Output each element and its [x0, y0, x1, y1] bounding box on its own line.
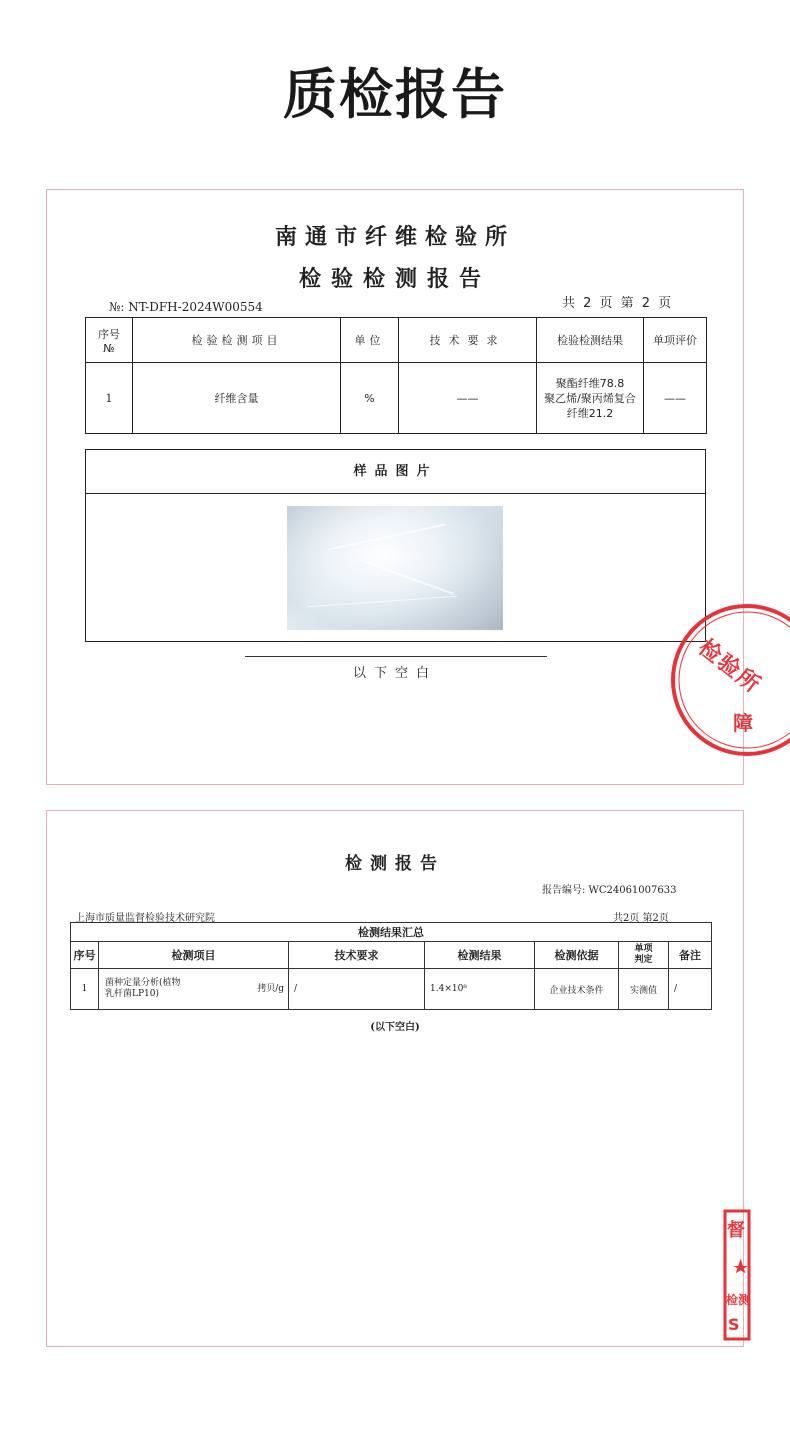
header-cell: 检验检测项目: [133, 318, 341, 363]
cell-judgement: 实测值: [619, 969, 669, 1010]
report2-results-table: [70, 922, 712, 1010]
header-cell: 检测依据: [535, 942, 619, 969]
cell-basis: 企业技术条件: [535, 969, 619, 1010]
stamp-text-bottom: 障: [733, 711, 753, 735]
cell-remark: /: [669, 969, 712, 1010]
cell-item-unit: 拷贝/g: [257, 984, 284, 994]
red-seal-stamp: [723, 1206, 751, 1346]
report1-title: 检验检测报告: [298, 267, 491, 292]
stamp-text: 检验所: [693, 634, 767, 700]
table-row: [86, 363, 707, 434]
cell-item: [99, 969, 289, 1010]
header-cell: 备注: [669, 942, 712, 969]
cell-item: 纤维含量: [133, 363, 341, 434]
report2-number: 报告编号: WC24061007633: [542, 885, 677, 896]
report1-blank-note: 以下空白: [352, 666, 437, 681]
stamp-char: S: [728, 1315, 740, 1334]
cell-result: 聚酯纤维78.8 聚乙烯/聚丙烯复合 纤维21.2: [537, 363, 644, 434]
header-cell: 技术要求: [399, 318, 537, 363]
cell-requirement: /: [289, 969, 425, 1010]
header-cell: 检测结果: [425, 942, 535, 969]
report2-blank-note: (以下空白): [370, 1022, 420, 1033]
blank-divider-line: [245, 656, 547, 657]
table-header-row: [86, 318, 707, 363]
cell-result: 1.4×10⁸: [425, 969, 535, 1010]
report1-results-table: [85, 317, 707, 434]
header-cell: 检测项目: [99, 942, 289, 969]
report-sheet-1: [46, 189, 767, 785]
cell-item-name: 菌种定量分析(植物 乳杆菌LP10): [105, 978, 181, 999]
star-icon: [733, 1259, 747, 1273]
header-cell: 单项 判定: [619, 942, 669, 969]
stamp-char: 督: [727, 1220, 745, 1241]
table-row: [71, 969, 712, 1010]
report2-title: 检测报告: [345, 854, 445, 874]
page-title: 质检报告: [283, 63, 507, 126]
header-cell: 单项评价: [644, 318, 707, 363]
header-cell: 序号: [71, 942, 99, 969]
summary-header: 检测结果汇总: [71, 923, 712, 942]
cell-no: 1: [86, 363, 133, 434]
report2-page-info: 共2页 第2页: [613, 913, 669, 924]
table-header-row: [71, 942, 712, 969]
header-cell: 序号 №: [86, 318, 133, 363]
summary-row: [71, 923, 712, 942]
cell-unit: %: [341, 363, 399, 434]
header-cell: 技术要求: [289, 942, 425, 969]
header-cell: 检验检测结果: [537, 318, 644, 363]
sample-image-box: [85, 449, 706, 642]
report1-organization: 南通市纤维检验所: [274, 225, 515, 250]
sample-header: 样品图片: [86, 450, 705, 494]
cell-requirement: ——: [399, 363, 537, 434]
cell-evaluation: ——: [644, 363, 707, 434]
cell-no: 1: [71, 969, 99, 1010]
report-sheet-2: [46, 810, 751, 1347]
stamp-char: 检测: [726, 1293, 751, 1307]
header-cell: 单位: [341, 318, 399, 363]
report1-page-info: 共 2 页 第 2 页: [562, 296, 674, 311]
sample-photo: [287, 506, 503, 630]
report2-organization: 上海市质量监督检验技术研究院: [75, 913, 215, 924]
report1-number: №: NT-DFH-2024W00554: [109, 300, 263, 314]
